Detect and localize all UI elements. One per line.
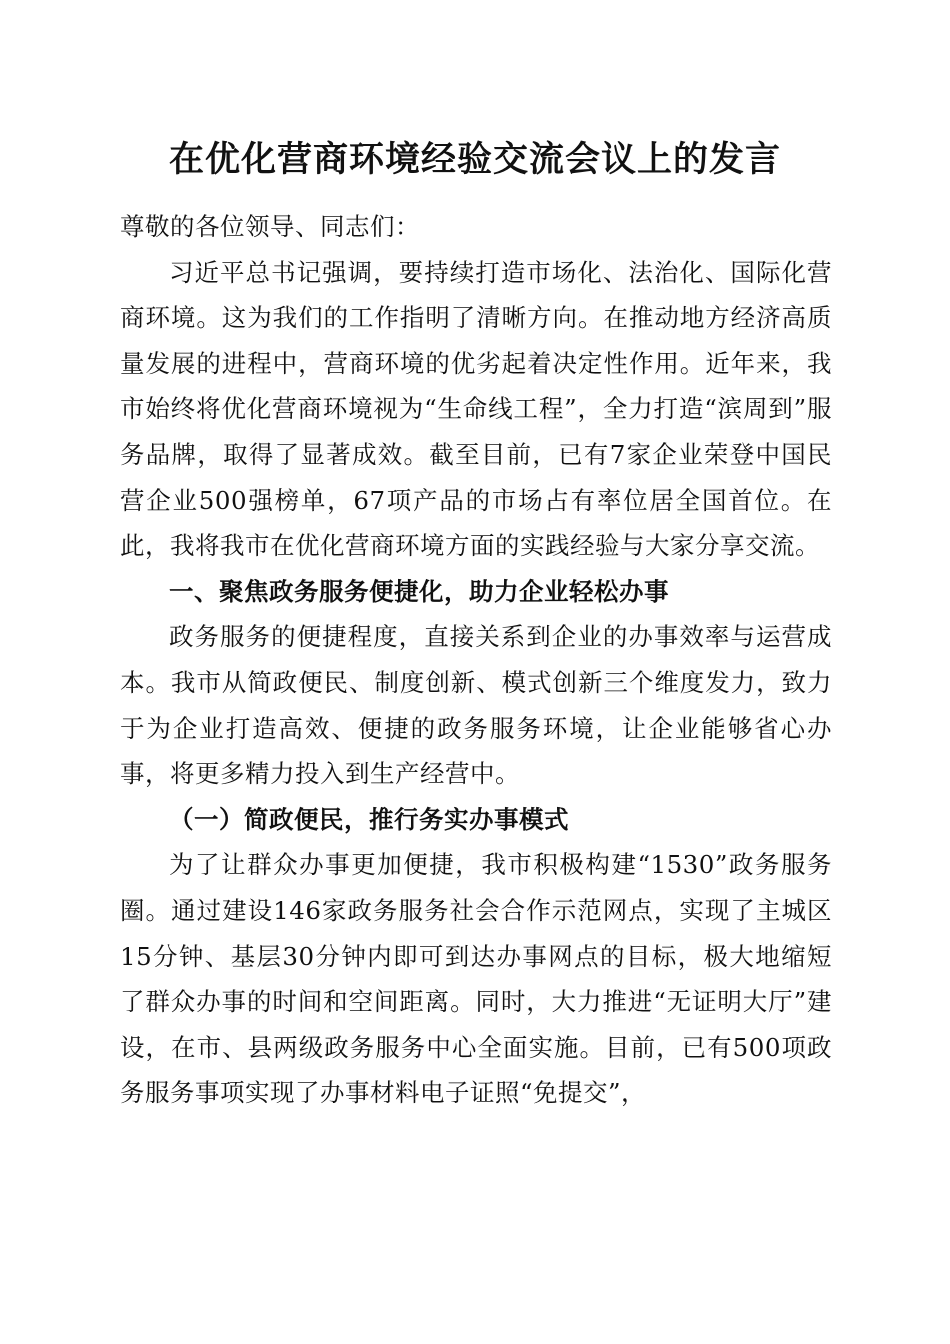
subsection-heading-1: （一）简政便民，推行务实办事模式 bbox=[169, 804, 569, 834]
section-1-paragraph: 政务服务的便捷程度，直接关系到企业的办事效率与运营成本。我市从简政便民、制度创新、模式创新三个维度发力，致力于为企业打造高效、便捷的政务服务环境，让企业能够省心办事，将更多精力投入到生产经营中。 bbox=[120, 622, 832, 789]
subsection-1-paragraph: 为了让群众办事更加便捷，我市积极构建“1530”政务服务圈。通过建设146家政务服务社会合作示范网点，实现了主城区15分钟、基层30分钟内即可到达办事网点的目标，极大地缩短了群众办事的时间和空间距离。同时，大力推进“无证明大厅”建设，在市、县两级政务服务中心全面实施。目前，已有500项政务服务事项实现了办事材料电子证照“免提交”， bbox=[120, 850, 832, 1108]
intro-paragraph: 习近平总书记强调，要持续打造市场化、法治化、国际化营商环境。这为我们的工作指明了清晰方向。在推动地方经济高质量发展的进程中，营商环境的优劣起着决定性作用。近年来，我市始终将优化营商环境视为“生命线工程”，全力打造“滨周到”服务品牌，取得了显著成效。截至目前，已有7家企业荣登中国民营企业500强榜单，67项产品的市场占有率位居全国首位。在此，我将我市在优化营商环境方面的实践经验与大家分享交流。 bbox=[120, 257, 832, 561]
salutation: 尊敬的各位领导、同志们： bbox=[120, 212, 420, 241]
section-heading-1: 一、聚焦政务服务便捷化，助力企业轻松办事 bbox=[169, 576, 669, 606]
document-body bbox=[120, 204, 832, 1116]
document-title: 在优化营商环境经验交流会议上的发言 bbox=[168, 139, 781, 180]
